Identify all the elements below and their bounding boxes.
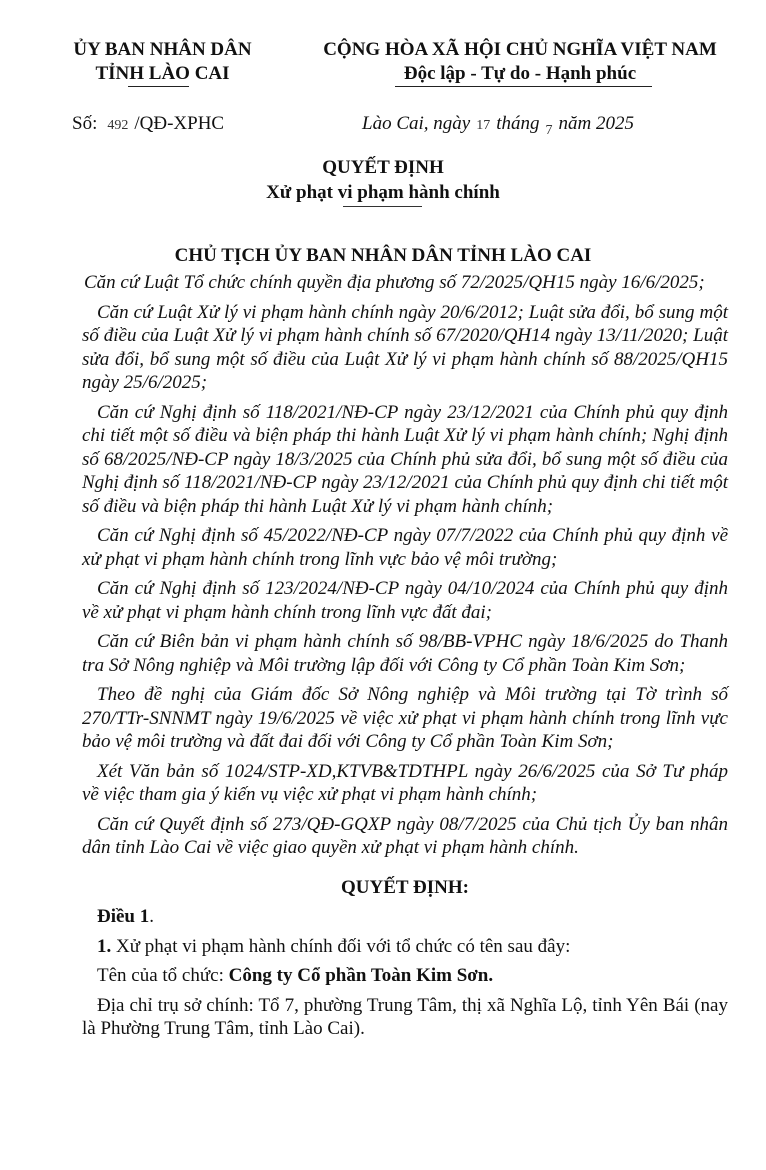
agency-line-1: ỦY BAN NHÂN DÂN <box>73 39 252 60</box>
nation-name: CỘNG HÒA XÃ HỘI CHỦ NGHĨA VIỆT NAM <box>323 39 717 60</box>
subtitle-underline <box>343 206 422 207</box>
issue-date <box>362 112 634 138</box>
national-motto: Độc lập - Tự do - Hạnh phúc <box>403 63 637 84</box>
preamble-paragraph: Căn cứ Luật Xử lý vi phạm hành chính ngày 20/6/2012; Luật sửa đổi, bổ sung một số điều của Luật Xử lý vi phạm hành chính số 67/2020/QH14 ngày 13/11/2020; Luật sửa đổi, bổ sung một số điều của Luật Xử lý vi phạm hành chính số 88/2025/QH15 ngày 25/6/2025; <box>82 301 728 393</box>
article-heading <box>82 905 728 929</box>
preamble-paragraph: Căn cứ Nghị định số 118/2021/NĐ-CP ngày 23/12/2021 của Chính phủ quy định chi tiết một số điều và biện pháp thi hành Luật Xử lý vi phạm hành chính; Nghị định số 68/2025/NĐ-CP ngày 18/3/2025 của Chính phủ sửa đổi, bổ sung một số điều của Nghị định số 118/2021/NĐ-CP ngày 23/12/2021 của Chính phủ quy định chi tiết một số điều và biện pháp thi hành Luật Xử lý vi phạm hành chính; <box>82 401 728 517</box>
item-number: 1. <box>97 935 112 957</box>
preamble-paragraph: Căn cứ Quyết định số 273/QĐ-GQXP ngày 08/7/2025 của Chủ tịch Ủy ban nhân dân tỉnh Lào Cai về việc giao quyền xử phạt vi phạm hành chính. <box>82 813 728 858</box>
preamble-paragraph: Căn cứ Biên bản vi phạm hành chính số 98/BB-VPHC ngày 18/6/2025 do Thanh tra Sở Nông nghiệp và Môi trường lập đối với Công ty Cổ phần Toàn Kim Sơn; <box>82 631 728 676</box>
date-prefix: Lào Cai, ngày <box>362 113 471 134</box>
preamble-paragraph: Căn cứ Nghị định số 123/2024/NĐ-CP ngày 04/10/2024 của Chính phủ quy định về xử phạt vi phạm hành chính trong lĩnh vực đất đai; <box>82 578 728 623</box>
document-body <box>82 271 728 1047</box>
org-name: Công ty Cổ phần Toàn Kim Sơn. <box>228 965 494 986</box>
so-label: Số: <box>72 113 98 134</box>
document-number <box>72 112 224 138</box>
document-subtitle: Xử phạt vi phạm hành chính <box>266 182 500 203</box>
motto-underline <box>395 86 652 87</box>
preamble-paragraph: Căn cứ Luật Tổ chức chính quyền địa phương số 72/2025/QH15 ngày 16/6/2025; <box>84 272 705 293</box>
date-month-label: tháng <box>496 113 540 134</box>
issuing-agency <box>40 38 285 86</box>
agency-line-2: TỈNH LÀO CAI <box>95 63 230 84</box>
national-header <box>290 38 750 86</box>
date-month: 7 <box>545 123 553 138</box>
article-label: Điều 1 <box>97 906 150 927</box>
preamble-paragraph: Xét Văn bản số 1024/STP-XD,KTVB&TDTHPL ngày 26/6/2025 của Sở Tư pháp về việc tham gia ý kiến vụ việc xử phạt vi phạm hành chính; <box>82 760 728 805</box>
organization-address: Địa chỉ trụ sở chính: Tổ 7, phường Trung Tâm, thị xã Nghĩa Lộ, tỉnh Yên Bái (nay là Phường Trung Tâm, tỉnh Lào Cai). <box>82 994 728 1039</box>
so-number: 492 <box>107 118 129 133</box>
item-text: Xử phạt vi phạm hành chính đối với tổ chức có tên sau đây: <box>111 935 571 957</box>
preamble-paragraph: Theo đề nghị của Giám đốc Sở Nông nghiệp và Môi trường tại Tờ trình số 270/TTr-SNNMT ngày 19/6/2025 về việc xử phạt vi phạm hành chính trong lĩnh vực bảo vệ môi trường và đất đai đối với Công ty Cổ phần Toàn Kim Sơn; <box>82 684 728 752</box>
document-title: QUYẾT ĐỊNH <box>322 157 444 178</box>
date-year: năm 2025 <box>558 113 634 134</box>
so-suffix: /QĐ-XPHC <box>134 113 225 134</box>
date-day: 17 <box>476 118 491 133</box>
org-label: Tên của tổ chức: <box>97 965 229 986</box>
decision-heading: QUYẾT ĐỊNH: <box>341 876 469 898</box>
preamble-paragraph: Căn cứ Nghị định số 45/2022/NĐ-CP ngày 07/7/2022 của Chính phủ quy định về xử phạt vi phạm hành chính trong lĩnh vực bảo vệ môi trường; <box>82 525 728 570</box>
organization-name-line <box>82 964 728 988</box>
article-item-1 <box>82 935 728 959</box>
issuing-authority: CHỦ TỊCH ỦY BAN NHÂN DÂN TỈNH LÀO CAI <box>174 245 592 266</box>
article-dot: . <box>149 906 154 927</box>
agency-underline <box>128 86 189 87</box>
